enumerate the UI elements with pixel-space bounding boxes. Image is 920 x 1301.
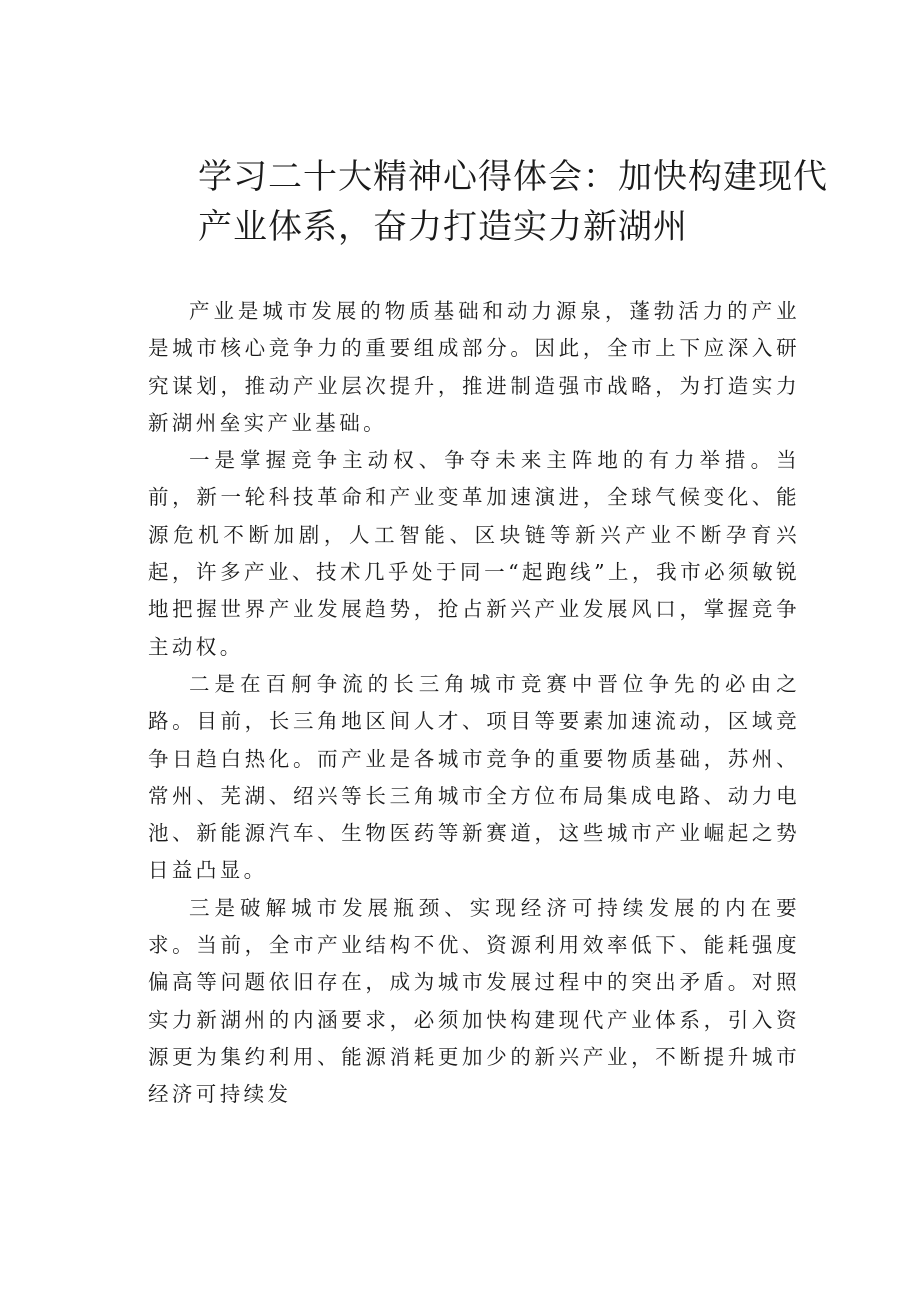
- document-title: [198, 152, 828, 252]
- paragraph-point-3: 三是破解城市发展瓶颈、实现经济可持续发展的内在要求。当前，全市产业结构不优、资源利用效率低下、能耗强度偏高等问题依旧存在，成为城市发展过程中的突出矛盾。对照实力新湖州的内涵要求，必须加快构建现代产业体系，引入资源更为集约利用、能源消耗更加少的新兴产业，不断提升城市经济可持续发: [148, 895, 800, 1107]
- title-line-2: 产业体系，奋力打造实力新湖州: [198, 207, 688, 247]
- paragraph-intro: 产业是城市发展的物质基础和动力源泉，蓬勃活力的产业是城市核心竞争力的重要组成部分。因此，全市上下应深入研究谋划，推动产业层次提升，推进制造强市战略，为打造实力新湖州垒实产业基础。: [148, 299, 800, 435]
- document-body: [148, 293, 800, 1114]
- paragraph-point-1: 一是掌握竞争主动权、争夺未来主阵地的有力举措。当前，新一轮科技革命和产业变革加速演进，全球气候变化、能源危机不断加剧，人工智能、区块链等新兴产业不断孕育兴起，许多产业、技术几乎处于同一“起跑线”上，我市必须敏锐地把握世界产业发展趋势，抢占新兴产业发展风口，掌握竞争主动权。: [148, 448, 800, 659]
- paragraph-point-2: 二是在百舸争流的长三角城市竞赛中晋位争先的必由之路。目前，长三角地区间人才、项目等要素加速流动，区域竞争日趋白热化。而产业是各城市竞争的重要物质基础，苏州、常州、芜湖、绍兴等长三角城市全方位布局集成电路、动力电池、新能源汽车、生物医药等新赛道，这些城市产业崛起之势日益凸显。: [148, 671, 800, 883]
- title-line-1: 学习二十大精神心得体会：加快构建现代: [198, 157, 828, 197]
